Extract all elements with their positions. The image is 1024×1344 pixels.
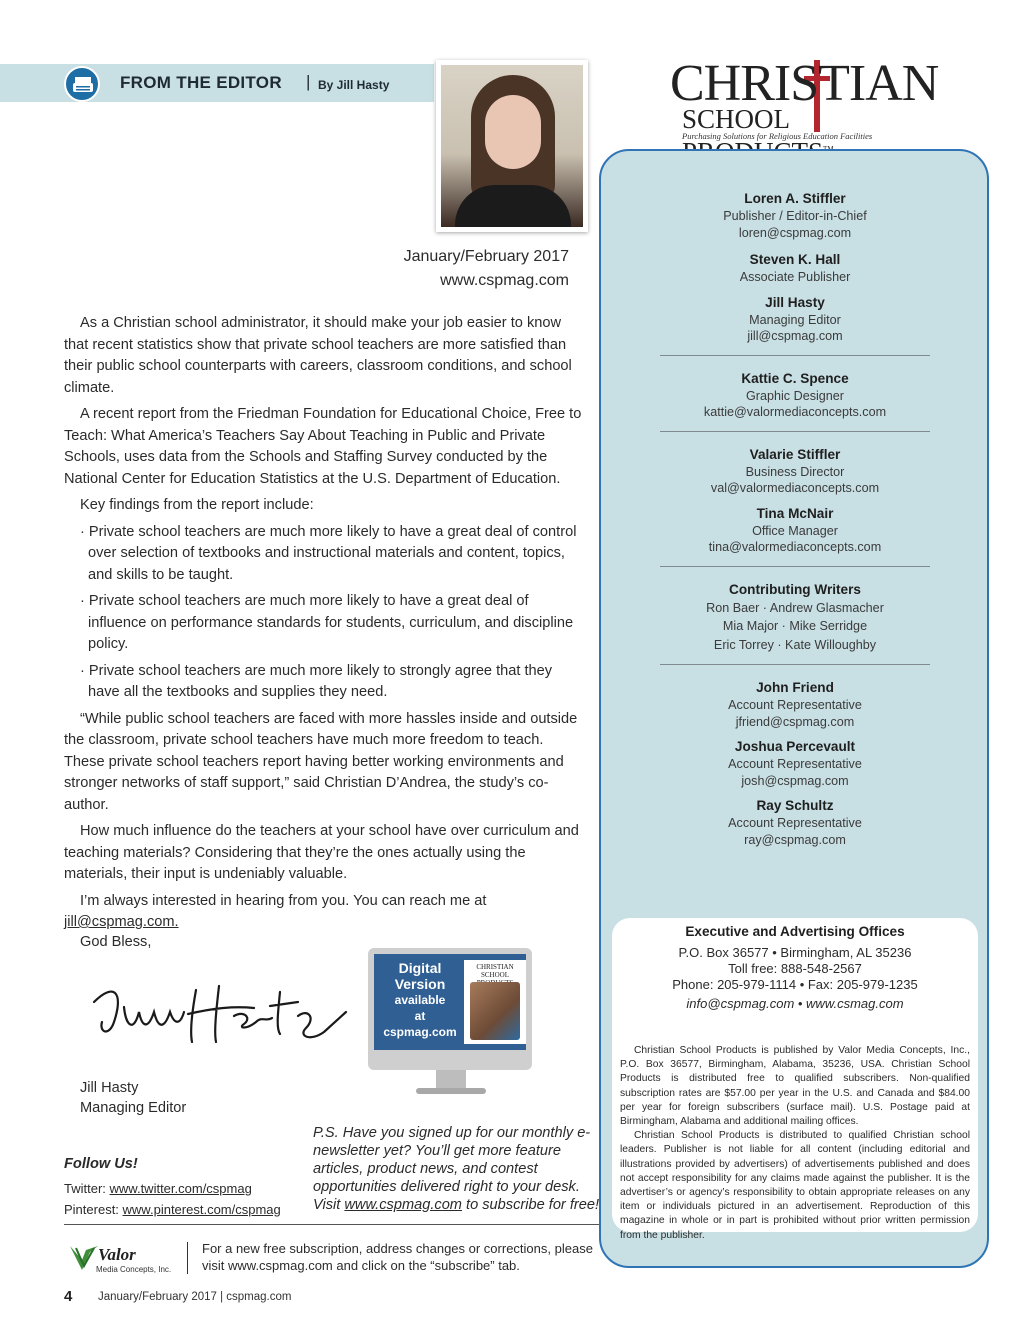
- monitor-base: [416, 1088, 486, 1094]
- subscribe-note: For a new free subscription, address changes or corrections, please visit www.cspmag.com and click on the “subscribe” tab.: [202, 1241, 593, 1273]
- finding-bullet: · Private school teachers are much more likely to have a great deal of control over selection of textbooks and instructional materials and content, topics, and skills to be taught.: [80, 523, 577, 583]
- article-paragraph: How much influence do the teachers at your school have over curriculum and teaching materials? Considering that they’re the ones actually using the materials, their input is undeniably valuable.: [64, 823, 579, 882]
- contributing-writers: [660, 581, 930, 655]
- promo-line: cspmag.com: [383, 1025, 457, 1039]
- staff-entry: [660, 370, 930, 421]
- staff-divider: [660, 431, 930, 432]
- staff-role: Publisher / Editor-in-Chief: [723, 209, 867, 223]
- editor-name: Jill Hasty: [80, 1080, 139, 1096]
- valor-name: Valor: [98, 1245, 136, 1264]
- promo-line: available: [394, 993, 446, 1007]
- logo-divider: [187, 1242, 188, 1274]
- finding-bullet: · Private school teachers are much more likely to have a great deal of influence on performance standards for students, curriculum, and discipline policy.: [80, 593, 574, 652]
- staff-name: Ray Schultz: [756, 798, 834, 813]
- issue-date: January/February 2017: [403, 248, 569, 265]
- promo-line: Version: [394, 976, 446, 992]
- footer-issue: January/February 2017 | cspmag.com: [98, 1291, 292, 1303]
- offices-phone: Phone: 205-979-1114 • Fax: 205-979-1235: [672, 977, 918, 992]
- postscript: [313, 1124, 603, 1214]
- staff-entry: [660, 190, 930, 241]
- page-number: 4: [64, 1288, 73, 1305]
- finding-bullet: · Private school teachers are much more likely to strongly agree that they have all the textbooks and supplies they need.: [80, 662, 553, 700]
- social-links: [64, 1178, 281, 1220]
- staff-role: Account Representative: [728, 698, 862, 712]
- digital-version-monitor[interactable]: [368, 948, 532, 1070]
- staff-divider: [660, 355, 930, 356]
- follow-us-heading: Follow Us!: [64, 1156, 138, 1172]
- staff-role: Graphic Designer: [746, 388, 844, 403]
- staff-email[interactable]: ray@cspmag.com: [744, 832, 846, 847]
- writers-line: Mia Major · Mike Serridge: [722, 619, 868, 633]
- issue-url: www.cspmag.com: [440, 272, 569, 289]
- staff-email[interactable]: jill@cspmag.com: [747, 329, 843, 343]
- article-body: [64, 313, 586, 939]
- article-paragraph: “While public school teachers are faced with more hassles inside and outside the classroom, private school teachers have much more freedom to teach. These private school teachers report having better working environments and stronger networks of staff support,” said Christian D’Andrea, the study’s co-author.: [64, 710, 578, 813]
- promo-line: at: [414, 1009, 426, 1023]
- staff-name: Joshua Percevault: [734, 739, 856, 754]
- offices-panel: [612, 918, 978, 1032]
- closing-greeting: God Bless,: [80, 934, 152, 950]
- christian-school-products-logo: [670, 55, 939, 148]
- article-paragraph: Key findings from the report include:: [80, 497, 314, 513]
- cover-logo-text: CHRISTIAN SCHOOL: [476, 963, 514, 979]
- legal-notice: [612, 1032, 978, 1241]
- article-paragraph: As a Christian school administrator, it should make your job easier to know that recent statistics show that private school teachers are more satisfied than their public school counterparts with careers, classroom conditions, and school climate.: [64, 315, 572, 396]
- valor-logo: [68, 1240, 184, 1276]
- legal-paragraph: Christian School Products is published by Valor Media Concepts, Inc., P.O. Box 36577, Birmingham, Alabama, 35236, USA. Christian School Products is distributed free to qualified subscribers. Non-qualified subscription rates are $57.00 per year in the U.S. and Canada and $84.00 per year for foreign subscribers (surface mail). U.S. Postage paid at Birmingham, Alabama and additional mailing offices.: [620, 1045, 970, 1128]
- cover-photo: [470, 982, 520, 1040]
- staff-divider: [660, 566, 930, 567]
- twitter-label: Twitter:: [64, 1181, 110, 1196]
- staff-entry: [660, 446, 930, 497]
- staff-role: Associate Publisher: [739, 270, 851, 284]
- staff-list: [660, 190, 930, 854]
- staff-email[interactable]: josh@cspmag.com: [741, 773, 849, 788]
- magazine-cover-thumbnail: [464, 960, 526, 1044]
- pinterest-link[interactable]: www.pinterest.com/cspmag: [122, 1202, 281, 1217]
- monitor-screen: [374, 954, 526, 1050]
- section-separator: |: [306, 72, 311, 91]
- staff-name: John Friend: [756, 680, 834, 695]
- staff-email[interactable]: kattie@valormediaconcepts.com: [703, 405, 887, 419]
- offices-address: P.O. Box 36577 • Birmingham, AL 35236: [678, 945, 912, 960]
- staff-role: Office Manager: [752, 523, 838, 538]
- staff-role: Account Representative: [728, 757, 862, 771]
- staff-entry: [660, 251, 930, 286]
- editor-photo: [436, 60, 588, 232]
- signoff: [80, 1078, 186, 1118]
- staff-role: Account Representative: [728, 816, 862, 830]
- staff-email[interactable]: val@valormediaconcepts.com: [710, 481, 880, 495]
- staff-role: Managing Editor: [749, 312, 841, 327]
- typewriter-icon: [64, 66, 100, 102]
- ps-suffix: to subscribe for free!: [461, 1197, 600, 1213]
- promo-line: Digital: [398, 960, 442, 976]
- contact-text: I’m always interested in hearing from you. You can reach me at: [80, 892, 487, 909]
- editor-title: Managing Editor: [80, 1100, 187, 1116]
- logo-tagline: Purchasing Solutions for Religious Education Facilities: [682, 131, 873, 141]
- staff-role: Business Director: [745, 464, 845, 479]
- monitor-stand: [436, 1070, 466, 1090]
- offices-heading: Executive and Advertising Offices: [685, 924, 905, 939]
- signature-image: [84, 972, 352, 1052]
- staff-email[interactable]: tina@valormediaconcepts.com: [708, 540, 882, 554]
- offices-tollfree: Toll free: 888-548-2567: [728, 961, 862, 976]
- staff-name: Jill Hasty: [765, 294, 825, 310]
- staff-entry: [660, 797, 930, 848]
- editor-email-link[interactable]: jill@cspmag.com.: [64, 914, 179, 930]
- writers-line: Ron Baer · Andrew Glasmacher: [706, 600, 884, 615]
- staff-email[interactable]: jfriend@cspmag.com: [735, 714, 855, 729]
- byline: By Jill Hasty: [318, 78, 390, 92]
- footer-divider: [64, 1224, 602, 1225]
- logo-line2-text: SCHOOL: [682, 104, 790, 134]
- staff-entry: [660, 679, 930, 730]
- staff-name: Steven K. Hall: [749, 252, 841, 267]
- staff-name: Loren A. Stiffler: [744, 191, 846, 206]
- staff-entry: [660, 294, 930, 345]
- staff-entry: [660, 738, 930, 789]
- writers-line: Eric Torrey · Kate Willoughby: [713, 637, 877, 652]
- logo-line1: CHRISTIAN: [670, 55, 939, 112]
- staff-email[interactable]: loren@cspmag.com: [738, 225, 852, 240]
- staff-name: Valarie Stiffler: [749, 446, 841, 462]
- contact-paragraph: [64, 891, 586, 934]
- staff-name: Kattie C. Spence: [741, 370, 849, 386]
- offices-web[interactable]: info@cspmag.com • www.csmag.com: [686, 996, 904, 1011]
- pinterest-row: [64, 1199, 281, 1220]
- twitter-link[interactable]: www.twitter.com/cspmag: [109, 1181, 252, 1196]
- legal-paragraph: Christian School Products is distributed to qualified Christian school leaders. Publisher is not liable for all content (including editorial and illustrations provided by advertisers) of advertisements published and does not accept responsibility for any claims made against the publisher. It is the advertiser’s or agency’s responsibility to obtain appropriate releases on any item or individuals pictured in an advertisement. Reproduction of this magazine in whole or in part is prohibited without prior written permission from the publisher.: [620, 1130, 970, 1241]
- pinterest-label: Pinterest:: [64, 1202, 123, 1217]
- staff-entry: [660, 505, 930, 556]
- contributing-heading: Contributing Writers: [729, 581, 861, 597]
- staff-name: Tina McNair: [756, 505, 834, 521]
- digital-version-text: [380, 960, 460, 1040]
- ps-text: P.S. Have you signed up for our monthly e-newsletter yet? You’ll get more feature articles, product news, and contest opportunities delivered right to your desk. Visit: [313, 1125, 591, 1213]
- twitter-row: [64, 1178, 281, 1199]
- section-title: FROM THE EDITOR: [120, 73, 282, 92]
- ps-link[interactable]: www.cspmag.com: [344, 1197, 462, 1213]
- staff-divider: [660, 664, 930, 665]
- valor-sub: Media Concepts, Inc.: [96, 1265, 172, 1274]
- article-paragraph: A recent report from the Friedman Foundation for Educational Choice, Free to Teach: What America’s Teachers Say About Teaching in Public and Private Schools, uses data from the Schools and Staffing Survey conducted by the National Center for Education Statistics at the U.S. Department of Education.: [64, 406, 582, 487]
